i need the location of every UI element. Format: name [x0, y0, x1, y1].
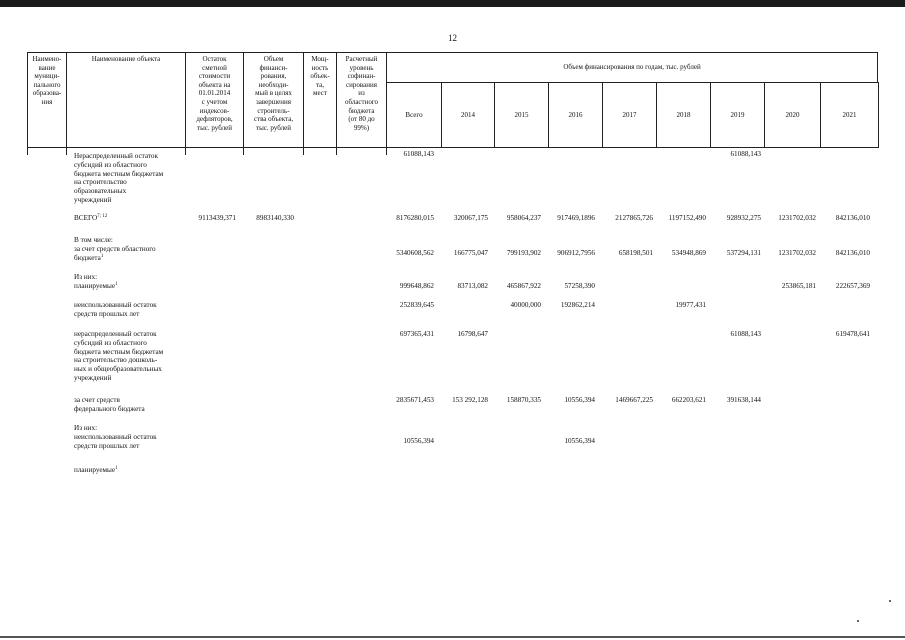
cell-y2018: 19977,431	[675, 301, 706, 309]
cell-y2016: 906912,7956	[557, 249, 595, 257]
header-cofinancing-level-text: уровень	[349, 63, 374, 72]
header-object-name	[66, 52, 186, 148]
row-label: на строительство	[74, 178, 127, 187]
header-year-2015-text: 2015	[514, 110, 529, 119]
row-label: средств прошлых лет	[74, 441, 140, 450]
header-capacity-text: ность	[311, 63, 329, 72]
cell-y2018: 534948,869	[671, 249, 706, 257]
header-year-2015	[494, 82, 549, 148]
column-line	[185, 148, 186, 155]
cell-y2020: 253865,181	[781, 282, 816, 290]
cell-y2014: 16798,647	[457, 330, 488, 338]
cell-total: 999648,862	[399, 282, 434, 290]
cell-y2017: 2127865,726	[615, 214, 653, 222]
header-cofinancing-level-text: 99%)	[353, 123, 370, 132]
cell-y2019: 61088,143	[730, 330, 761, 338]
header-year-2019	[710, 82, 765, 148]
row-label: Из них:	[74, 424, 98, 432]
header-year-2014-text: 2014	[461, 110, 475, 119]
header-total	[386, 82, 442, 148]
cell-y2020: 1231702,032	[778, 214, 816, 222]
cell-y2014: 83713,082	[457, 282, 488, 290]
cell-y2018: 1197152,490	[668, 214, 706, 222]
header-financing-volume-text: финанси-	[259, 63, 288, 72]
row-label: планируемые$^1$	[74, 281, 118, 290]
header-municipality-text: пального	[33, 80, 61, 89]
header-year-2020-text: 2020	[785, 110, 800, 119]
scan-speck	[889, 600, 891, 602]
header-remaining-cost-text: Остаток	[202, 55, 227, 63]
header-remaining-cost-text: дефляторов,	[196, 115, 233, 124]
header-financing-by-years	[386, 52, 878, 83]
cell-y2016: 57258,390	[564, 282, 595, 290]
cell-y2015: 799193,902	[506, 249, 541, 257]
header-year-2021-text: 2021	[842, 110, 857, 119]
row-label: бюджета$^1$	[74, 253, 104, 262]
header-financing-volume-text: Объем	[263, 55, 284, 63]
column-line	[27, 148, 28, 155]
cell-remaining: 9113439,371	[198, 214, 236, 222]
row-label: учреждений	[74, 196, 112, 204]
header-municipality-text: ния	[41, 97, 53, 106]
column-line	[303, 148, 304, 155]
cell-y2015: 40000,000	[510, 301, 541, 309]
header-financing-volume	[243, 52, 304, 148]
header-remaining-cost	[185, 52, 244, 148]
header-year-2020	[764, 82, 821, 148]
header-cofinancing-level-text: софинан-	[347, 72, 376, 81]
scan-speck	[857, 620, 859, 622]
header-financing-volume-text: мый в целях	[255, 89, 292, 98]
cell-total: 2835671,453	[396, 396, 434, 404]
cell-total: 61088,143	[403, 150, 434, 158]
row-label: неиспользованный остаток	[74, 301, 157, 309]
row-label: Нераспределенный остаток	[74, 152, 159, 160]
row-label: средств прошлых лет	[74, 309, 140, 318]
cell-y2014: 320067,175	[453, 214, 488, 222]
cell-y2017: 1469667,225	[615, 396, 653, 404]
cell-y2021: 222657,369	[835, 282, 870, 290]
header-financing-volume-text: строитель-	[257, 106, 290, 115]
cell-total: 5340608,562	[396, 249, 434, 257]
cell-y2016: 10556,394	[564, 437, 595, 445]
cell-y2019: 61088,143	[730, 150, 761, 158]
cell-y2019: 537294,131	[726, 249, 761, 257]
header-cofinancing-level	[336, 52, 387, 148]
row-label: планируемые$^1$	[74, 466, 118, 474]
header-year-2014	[441, 82, 495, 148]
row-label: за счет средств	[74, 396, 120, 404]
row-label: В том числе:	[74, 236, 113, 244]
cell-total: 10556,394	[403, 437, 434, 445]
header-municipality-text: муници-	[34, 72, 60, 81]
header-year-2017-text: 2017	[622, 110, 637, 119]
row-label: нераспределенный остаток	[74, 330, 157, 338]
cell-y2019: 391638,144	[726, 396, 761, 404]
row-label: субсидий из областного	[74, 160, 147, 169]
row-label: ных и общеобразовательных	[74, 365, 162, 374]
row-label: на строительство дошколь-	[74, 356, 158, 365]
header-remaining-cost-text: индексов-	[199, 106, 230, 115]
header-cofinancing-level-text: из	[358, 89, 365, 98]
page-number: 12	[448, 33, 457, 43]
header-capacity-text: та,	[315, 80, 324, 89]
column-line	[66, 148, 67, 155]
cell-y2015: 158870,335	[506, 396, 541, 404]
cell-y2014: 166775,047	[453, 249, 488, 257]
row-label: ВСЕГО$^{7; 12}$	[74, 214, 108, 222]
cell-total: 697365,431	[399, 330, 434, 338]
row-label: образовательных	[74, 187, 127, 196]
header-year-2016	[548, 82, 603, 148]
header-remaining-cost-text: с учетом	[201, 97, 228, 106]
row-label: за счет средств областного	[74, 244, 156, 253]
header-year-2019-text: 2019	[730, 110, 745, 119]
header-remaining-cost-text: стоимости	[198, 72, 231, 81]
header-capacity	[303, 52, 337, 148]
header-financing-volume-text: ства объекта,	[253, 115, 294, 124]
header-financing-volume-text: завершения	[256, 97, 291, 106]
header-remaining-cost-text: объекта на	[198, 80, 231, 89]
scan-top-border	[0, 0, 905, 7]
scan-bottom-border	[0, 636, 905, 638]
header-municipality-text: Наимено-	[32, 55, 62, 63]
header-financing-by-years-text: Объем финансирования по годам, тыс. рублей	[563, 63, 701, 72]
header-remaining-cost-text: тыс. рублей	[197, 123, 232, 132]
footnote-marker: 1	[115, 466, 118, 471]
header-financing-volume-text: тыс. рублей	[256, 123, 291, 132]
header-municipality-text: вание	[38, 63, 56, 72]
cell-volume: 8983140,330	[256, 214, 294, 222]
cell-total: 8176280,015	[396, 214, 434, 222]
header-cofinancing-level-text: сирования	[346, 80, 377, 89]
cell-y2016: 10556,394	[564, 396, 595, 404]
cell-y2019: 928932,275	[726, 214, 761, 222]
header-financing-volume-text: рования,	[260, 72, 287, 81]
cell-y2021: 842136,010	[835, 249, 870, 257]
header-year-2018-text: 2018	[676, 110, 691, 119]
header-cofinancing-level-text: (от 80 до	[348, 115, 375, 124]
row-label: Из них:	[74, 273, 98, 281]
footnote-marker: 1	[100, 253, 104, 259]
header-year-2017	[602, 82, 657, 148]
header-year-2016-text: 2016	[568, 110, 583, 119]
cell-y2016: 192862,214	[560, 301, 595, 309]
header-cofinancing-level-text: областного	[344, 97, 379, 106]
header-capacity-text: мест	[313, 89, 327, 98]
cell-total: 252839,645	[399, 301, 434, 309]
cell-y2021: 619478,641	[835, 330, 870, 338]
cell-y2015: 465867,922	[506, 282, 541, 290]
row-label: федерального бюджета	[74, 404, 145, 413]
column-line	[243, 148, 244, 155]
row-label: субсидий из областного	[74, 338, 147, 347]
column-line	[336, 148, 337, 155]
header-year-2021	[820, 82, 879, 148]
row-label: бюджета местным бюджетам	[74, 347, 164, 356]
header-year-2018	[656, 82, 711, 148]
cell-y2020: 1231702,032	[778, 249, 816, 257]
header-remaining-cost-text: 01.01.2014	[198, 89, 231, 98]
row-label: неиспользованный остаток	[74, 432, 157, 441]
header-capacity-text: объек-	[310, 72, 330, 81]
header-capacity-text: Мощ-	[311, 55, 329, 63]
header-municipality	[27, 52, 67, 148]
header-total-text: Всего	[405, 110, 423, 119]
header-cofinancing-level-text: Расчетный	[345, 55, 378, 63]
footnote-marker: 1	[115, 281, 118, 287]
cell-y2015: 958064,237	[506, 214, 541, 222]
cell-y2018: 662203,621	[671, 396, 706, 404]
header-remaining-cost-text: сметной	[202, 63, 227, 72]
header-object-name-text: Наименование объекта	[91, 55, 161, 63]
cell-y2016: 917469,1896	[557, 214, 595, 222]
cell-y2021: 842136,010	[835, 214, 870, 222]
header-municipality-text: образова-	[32, 89, 62, 98]
cell-y2017: 658198,501	[618, 249, 653, 257]
footnote-marker: 7; 12	[97, 214, 108, 219]
row-label: учреждений	[74, 374, 112, 382]
cell-y2014: 153 292,128	[452, 396, 488, 404]
header-cofinancing-level-text: бюджета	[348, 106, 375, 115]
row-label: бюджета местным бюджетам	[74, 169, 164, 178]
header-financing-volume-text: необходи-	[258, 80, 289, 89]
